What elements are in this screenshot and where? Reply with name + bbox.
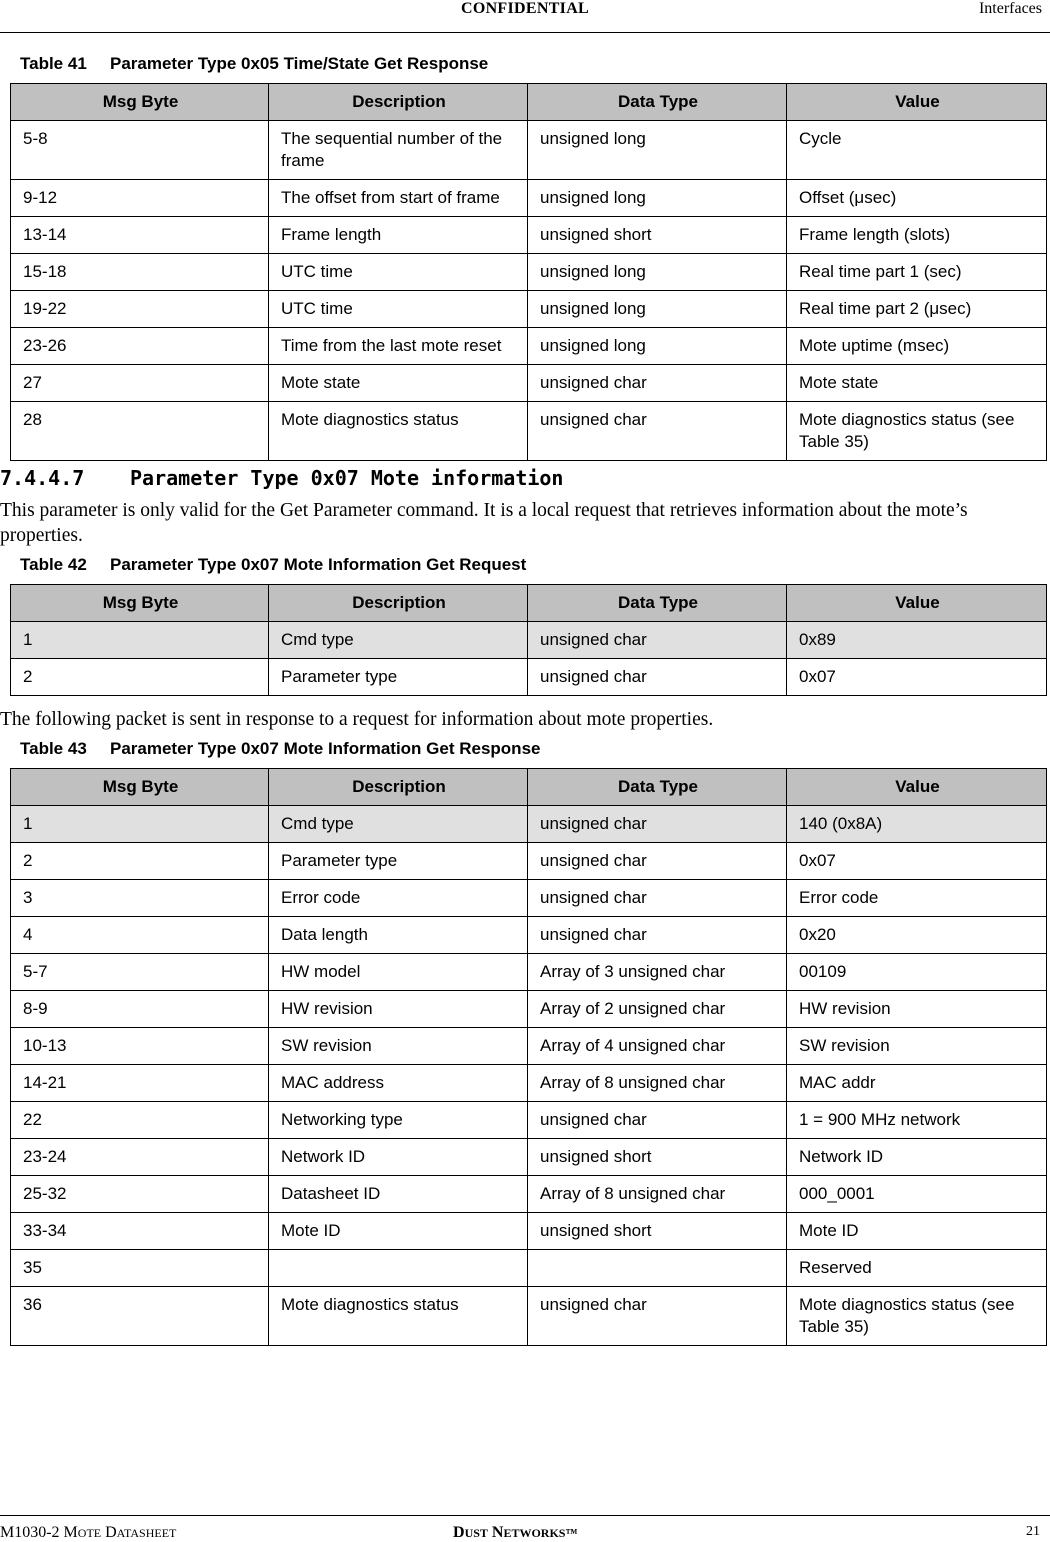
cell-description: Cmd type bbox=[269, 622, 528, 659]
table-row bbox=[11, 622, 1047, 659]
cell-msg-byte: 22 bbox=[11, 1102, 269, 1139]
cell-msg-byte: 8-9 bbox=[11, 991, 269, 1028]
cell-data-type: unsigned long bbox=[528, 291, 787, 328]
table-41-caption bbox=[20, 54, 488, 74]
cell-data-type: unsigned char bbox=[528, 843, 787, 880]
table-42 bbox=[10, 584, 1047, 696]
cell-msg-byte: 14-21 bbox=[11, 1065, 269, 1102]
cell-value: 00109 bbox=[787, 954, 1047, 991]
cell-msg-byte: 36 bbox=[11, 1287, 269, 1346]
cell-description: Time from the last mote reset bbox=[269, 328, 528, 365]
paragraph-2: The following packet is sent in response to a request for information about mote properties. bbox=[0, 709, 714, 730]
table-row bbox=[11, 291, 1047, 328]
cell-msg-byte: 3 bbox=[11, 880, 269, 917]
col-value: Value bbox=[787, 585, 1047, 622]
table-row bbox=[11, 365, 1047, 402]
table-row bbox=[11, 1250, 1047, 1287]
table-row bbox=[11, 1102, 1047, 1139]
table-row bbox=[11, 217, 1047, 254]
col-msg-byte: Msg Byte bbox=[11, 84, 269, 121]
cell-description: Data length bbox=[269, 917, 528, 954]
cell-data-type: Array of 8 unsigned char bbox=[528, 1065, 787, 1102]
cell-description: Network ID bbox=[269, 1139, 528, 1176]
table-41 bbox=[10, 83, 1047, 461]
cell-data-type: unsigned char bbox=[528, 622, 787, 659]
cell-value: Real time part 2 (μsec) bbox=[787, 291, 1047, 328]
cell-value: Cycle bbox=[787, 121, 1047, 180]
cell-description: Error code bbox=[269, 880, 528, 917]
cell-description: SW revision bbox=[269, 1028, 528, 1065]
cell-msg-byte: 23-26 bbox=[11, 328, 269, 365]
col-description: Description bbox=[269, 84, 528, 121]
cell-data-type: Array of 2 unsigned char bbox=[528, 991, 787, 1028]
cell-value: Network ID bbox=[787, 1139, 1047, 1176]
cell-description: UTC time bbox=[269, 254, 528, 291]
col-value: Value bbox=[787, 84, 1047, 121]
page-header bbox=[0, 0, 1050, 33]
table-row bbox=[11, 328, 1047, 365]
cell-data-type: unsigned char bbox=[528, 1287, 787, 1346]
table-row bbox=[11, 1139, 1047, 1176]
cell-msg-byte: 19-22 bbox=[11, 291, 269, 328]
paragraph-1: This parameter is only valid for the Get Parameter command. It is a local request that retrieves information about the mote’s properties. bbox=[0, 500, 968, 546]
confidential-label: CONFIDENTIAL bbox=[460, 0, 590, 17]
document-name: M1030-2 MOTE DATASHEET bbox=[0, 1524, 177, 1541]
cell-value: 1 = 900 MHz network bbox=[787, 1102, 1047, 1139]
table-header-row bbox=[11, 769, 1047, 806]
cell-description: UTC time bbox=[269, 291, 528, 328]
cell-msg-byte: 28 bbox=[11, 402, 269, 461]
cell-msg-byte: 23-24 bbox=[11, 1139, 269, 1176]
cell-value: HW revision bbox=[787, 991, 1047, 1028]
company-name: DUST NETWORKS™ bbox=[453, 1524, 578, 1541]
cell-value: Mote ID bbox=[787, 1213, 1047, 1250]
cell-description: MAC address bbox=[269, 1065, 528, 1102]
table-row bbox=[11, 954, 1047, 991]
table-row bbox=[11, 1065, 1047, 1102]
page-number: 21 bbox=[1026, 1524, 1040, 1539]
cell-data-type: Array of 4 unsigned char bbox=[528, 1028, 787, 1065]
cell-description: The offset from start of frame bbox=[269, 180, 528, 217]
cell-value: Real time part 1 (sec) bbox=[787, 254, 1047, 291]
table-43-caption bbox=[20, 739, 540, 759]
cell-value: MAC addr bbox=[787, 1065, 1047, 1102]
cell-value: Mote uptime (msec) bbox=[787, 328, 1047, 365]
cell-description: Mote diagnostics status bbox=[269, 402, 528, 461]
cell-msg-byte: 4 bbox=[11, 917, 269, 954]
cell-msg-byte: 10-13 bbox=[11, 1028, 269, 1065]
table-row bbox=[11, 1176, 1047, 1213]
cell-description: Mote state bbox=[269, 365, 528, 402]
cell-data-type: unsigned char bbox=[528, 880, 787, 917]
table-row bbox=[11, 180, 1047, 217]
cell-msg-byte: 9-12 bbox=[11, 180, 269, 217]
cell-value: 0x07 bbox=[787, 843, 1047, 880]
table-row bbox=[11, 1028, 1047, 1065]
cell-msg-byte: 1 bbox=[11, 806, 269, 843]
cell-description: HW revision bbox=[269, 991, 528, 1028]
table-row bbox=[11, 659, 1047, 696]
cell-value: Error code bbox=[787, 880, 1047, 917]
cell-description: Parameter type bbox=[269, 659, 528, 696]
cell-data-type: unsigned short bbox=[528, 1139, 787, 1176]
col-data-type: Data Type bbox=[528, 84, 787, 121]
col-data-type: Data Type bbox=[528, 769, 787, 806]
cell-description: Mote ID bbox=[269, 1213, 528, 1250]
cell-value: 0x89 bbox=[787, 622, 1047, 659]
table-43-title: Parameter Type 0x07 Mote Information Get Response bbox=[110, 739, 541, 758]
table-41-title: Parameter Type 0x05 Time/State Get Response bbox=[110, 54, 489, 73]
cell-value: Mote state bbox=[787, 365, 1047, 402]
table-row bbox=[11, 402, 1047, 461]
cell-msg-byte: 1 bbox=[11, 622, 269, 659]
cell-value: Frame length (slots) bbox=[787, 217, 1047, 254]
col-description: Description bbox=[269, 769, 528, 806]
table-row bbox=[11, 254, 1047, 291]
cell-data-type: unsigned char bbox=[528, 402, 787, 461]
table-43 bbox=[10, 768, 1047, 1346]
cell-data-type: unsigned long bbox=[528, 328, 787, 365]
table-row bbox=[11, 1213, 1047, 1250]
cell-data-type: unsigned long bbox=[528, 254, 787, 291]
cell-description: Frame length bbox=[269, 217, 528, 254]
table-42-number: Table 42 bbox=[20, 555, 87, 574]
cell-description: Datasheet ID bbox=[269, 1176, 528, 1213]
cell-data-type: Array of 3 unsigned char bbox=[528, 954, 787, 991]
cell-data-type: unsigned char bbox=[528, 1102, 787, 1139]
table-row bbox=[11, 991, 1047, 1028]
cell-description: Networking type bbox=[269, 1102, 528, 1139]
cell-value: Offset (μsec) bbox=[787, 180, 1047, 217]
table-row bbox=[11, 880, 1047, 917]
col-description: Description bbox=[269, 585, 528, 622]
cell-description bbox=[269, 1250, 528, 1287]
table-row bbox=[11, 806, 1047, 843]
cell-value: 0x07 bbox=[787, 659, 1047, 696]
cell-description: Cmd type bbox=[269, 806, 528, 843]
cell-value: 000_0001 bbox=[787, 1176, 1047, 1213]
page-footer bbox=[0, 1515, 1050, 1541]
cell-msg-byte: 33-34 bbox=[11, 1213, 269, 1250]
cell-msg-byte: 15-18 bbox=[11, 254, 269, 291]
table-header-row bbox=[11, 84, 1047, 121]
section-heading bbox=[0, 466, 563, 490]
cell-msg-byte: 35 bbox=[11, 1250, 269, 1287]
cell-description: HW model bbox=[269, 954, 528, 991]
section-title: Parameter Type 0x07 Mote information bbox=[130, 466, 564, 490]
cell-value: Reserved bbox=[787, 1250, 1047, 1287]
cell-msg-byte: 13-14 bbox=[11, 217, 269, 254]
cell-msg-byte: 2 bbox=[11, 659, 269, 696]
cell-data-type: unsigned short bbox=[528, 217, 787, 254]
cell-value: SW revision bbox=[787, 1028, 1047, 1065]
cell-data-type: unsigned char bbox=[528, 659, 787, 696]
cell-data-type bbox=[528, 1250, 787, 1287]
cell-description: The sequential number of the frame bbox=[269, 121, 528, 180]
cell-msg-byte: 5-7 bbox=[11, 954, 269, 991]
section-number: 7.4.4.7 bbox=[0, 466, 85, 490]
cell-data-type: unsigned long bbox=[528, 121, 787, 180]
cell-msg-byte: 27 bbox=[11, 365, 269, 402]
col-value: Value bbox=[787, 769, 1047, 806]
table-row bbox=[11, 1287, 1047, 1346]
table-header-row bbox=[11, 585, 1047, 622]
cell-data-type: Array of 8 unsigned char bbox=[528, 1176, 787, 1213]
cell-data-type: unsigned char bbox=[528, 365, 787, 402]
col-data-type: Data Type bbox=[528, 585, 787, 622]
cell-value: 140 (0x8A) bbox=[787, 806, 1047, 843]
cell-value: 0x20 bbox=[787, 917, 1047, 954]
cell-data-type: unsigned char bbox=[528, 806, 787, 843]
cell-data-type: unsigned char bbox=[528, 917, 787, 954]
table-row bbox=[11, 843, 1047, 880]
table-row bbox=[11, 121, 1047, 180]
col-msg-byte: Msg Byte bbox=[11, 769, 269, 806]
table-42-caption bbox=[20, 555, 526, 575]
table-43-number: Table 43 bbox=[20, 739, 87, 758]
cell-msg-byte: 25-32 bbox=[11, 1176, 269, 1213]
table-row bbox=[11, 917, 1047, 954]
cell-data-type: unsigned short bbox=[528, 1213, 787, 1250]
cell-value: Mote diagnostics status (see Table 35) bbox=[787, 1287, 1047, 1346]
cell-description: Mote diagnostics status bbox=[269, 1287, 528, 1346]
section-label: Interfaces bbox=[978, 0, 1042, 17]
cell-msg-byte: 5-8 bbox=[11, 121, 269, 180]
cell-data-type: unsigned long bbox=[528, 180, 787, 217]
table-42-title: Parameter Type 0x07 Mote Information Get Request bbox=[110, 555, 527, 574]
cell-description: Parameter type bbox=[269, 843, 528, 880]
col-msg-byte: Msg Byte bbox=[11, 585, 269, 622]
table-41-number: Table 41 bbox=[20, 54, 87, 73]
cell-msg-byte: 2 bbox=[11, 843, 269, 880]
cell-value: Mote diagnostics status (see Table 35) bbox=[787, 402, 1047, 461]
